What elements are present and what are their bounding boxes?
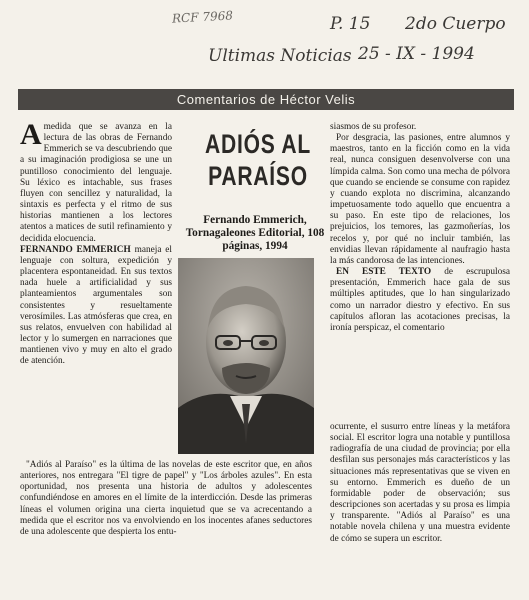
paragraph-lead: FERNANDO EMMERICH [20, 244, 131, 255]
handwritten-source: Ultimas Noticias [208, 46, 352, 66]
paragraph [330, 422, 510, 545]
author-photo [178, 258, 314, 454]
section-header-band [18, 89, 514, 110]
section-header-title: Comentarios de Héctor Velis [176, 92, 356, 107]
article-title [203, 128, 312, 192]
handwritten-catalog-note: RCF 7968 [171, 8, 234, 26]
paragraph-text: siasmos de su profesor. [330, 122, 417, 132]
paragraph [20, 245, 172, 368]
article-title-line-1: ADIÓS AL [204, 129, 312, 159]
handwritten-section: 2do Cuerpo [405, 14, 506, 34]
paragraph-text: Por desgracia, las pasiones, entre alumnos y maestros, tanto en la ficción como en la vida real, nunca consiguen desenvolverse con una límpida calma. Son como una mecha de pólvora que cuando se enciende se consume con rapidez y cuando explota no discrimina, alcanzando impetuosamente todo aquello que encuentra a su paso. En este tipo de relaciones, los prejuicios, los temores, las gazmoñerías, los recelos y, por qué no incluir también, las envidias llevan rápidamente al naufragio hasta la más candorosa de las intenciones. [330, 133, 510, 266]
book-details: Fernando Emmerich, Tornagaleones Editorial, 108 páginas, 1994 [185, 214, 325, 252]
article-column-2 [330, 122, 510, 334]
paragraph-text: maneja el lenguaje con soltura, expedición y placentera espontaneidad. En sus textos nada huele a artificialidad y sus planteamientos argumentales son consistentes y resueltamente verosímiles. Las atmósferas que crea, en sus relatos, envuelven con habilidad al lector y lo sumergen en narraciones que mantienen vivo y muy en alto el grado de atención. [20, 244, 173, 367]
paragraph [20, 118, 172, 245]
paragraph [20, 460, 312, 538]
paragraph [330, 133, 510, 267]
drop-cap: A [20, 118, 42, 151]
article-bottom-left [20, 460, 312, 538]
article-bottom-right [330, 422, 510, 545]
paragraph [330, 267, 510, 334]
paragraph-text: medida que se avanza en la lectura de las obras de Fernando Emmerich se va descubriendo que a su imaginación prodigiosa se une un puntilloso conocimiento del lenguaje. Su léxico es intachable, sus frases fluyen con sencillez y naturalidad, la sintaxis es perfecta y el ritmo de sus historias mantienen a los lectores atentos a matices de sutil refinamiento y decidida elocuencia. [20, 122, 172, 244]
paragraph-text: "Adiós al Paraíso" es la última de las novelas de este escritor que, en años anteriores, nos entregara "El tigre de papel" y "Los árboles azules". En esta oportunidad, nos presenta una historia de adultos y adolescentes confundiéndose en amores en el límite de la interdicción. Desde las primeras líneas el volumen origina una cierta inquietud que se va acrecentando a medida que el escritor nos va envolviendo en los inocentes afanes seductores de una adolescente que despierta los entu- [20, 460, 312, 537]
paragraph [330, 122, 510, 133]
paragraph-lead: EN ESTE TEXTO [336, 267, 432, 278]
article-column-1 [20, 118, 173, 367]
paragraph-text: de escrupulosa presentación, Emmerich hace gala de sus múltiples aptitudes, que lo han singularizado como un narrador diestro y efectivo. En sus capítulos afloran las acotaciones precisas, la ironía perspicaz, el comentario [330, 267, 510, 333]
handwritten-page: P. 15 [330, 14, 371, 34]
paragraph-text: ocurrente, el susurro entre líneas y la metáfora social. El escritor logra una notable y puntillosa radiografía de una ciudad de provincia; por ella desfilan sus personajes más característicos y las situaciones más representativas que se viven en su entorno. Emmerich es dueño de un formidable poder de observación; sus descripciones son acertadas y su prosa es limpia y transparente. "Adiós al Paraíso" es una notable novela chilena y una muestra evidente de cómo se supera un escritor. [330, 422, 510, 544]
handwritten-date: 25 - IX - 1994 [358, 44, 475, 64]
author-portrait-image [178, 258, 314, 454]
article-title-line-2: PARAÍSO [208, 161, 308, 191]
